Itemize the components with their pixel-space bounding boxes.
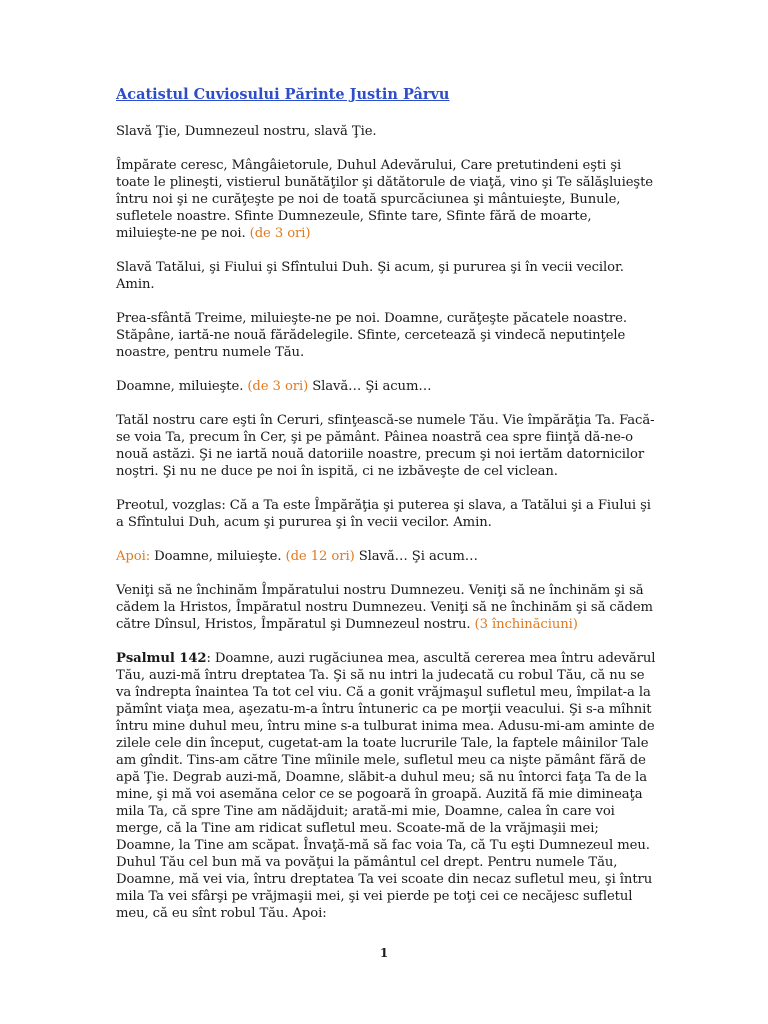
paragraph-5-note: (de 3 ori) [247, 379, 309, 394]
paragraph-8-apoi: Apoi: [116, 549, 151, 564]
paragraph-8-text-b: Slavă… Şi acum… [354, 549, 478, 564]
paragraph-5 [116, 378, 656, 395]
document-title: Acatistul Cuviosului Părinte Justin Pârvu [116, 86, 450, 103]
psalm-label: Psalmul 142 [116, 651, 207, 666]
paragraph-6: Tatăl nostru care eşti în Ceruri, sfinţească-se numele Tău. Vie împărăţia Ta. Facă-se voia Ta, precum în Cer, şi pe pământ. Pâinea noastră cea spre fiinţă dă-ne-o nouă astăzi. Şi ne iartă nouă datoriile noastre, precum şi noi iertăm datornicilor noştri. Şi nu ne duce pe noi în ispită, ci ne izbăveşte de cel viclean. [116, 413, 655, 479]
paragraph-7: Preotul, vozglas: Că a Ta este Împărăţia şi puterea şi slava, a Tatălui şi a Fiului şi a Sfîntului Duh, acum şi pururea şi în vecii vecilor. Amin. [116, 498, 651, 530]
paragraph-2-text: Împărate ceresc, Mângâietorule, Duhul Adevărului, Care pretutindeni eşti şi toate le plineşti, vistierul bunătăţilor şi dătătorule de viaţă, vino şi Te sălăşluieşte întru noi şi ne curăţeşte pe noi de toată spurcăciunea şi mântuieşte, Bunule, sufletele noastre. Sfinte Dumnezeule, Sfinte tare, Sfinte fără de moarte, miluieşte-ne pe noi. [116, 158, 653, 241]
page-number: 1 [379, 946, 389, 960]
paragraph-5-text-b: Slavă… Şi acum… [308, 379, 432, 394]
paragraph-8-text-a: Doamne, miluieşte. [150, 549, 286, 564]
paragraph-8 [116, 548, 656, 565]
paragraph-2-note: (de 3 ori) [249, 226, 311, 241]
paragraph-2 [116, 157, 656, 242]
paragraph-4: Prea-sfântă Treime, miluieşte-ne pe noi. Doamne, curăţeşte păcatele noastre. Stăpâne, iartă-ne nouă fărădelegile. Sfinte, cercetează şi vindecă neputinţele noastre, pentru numele Tău. [116, 311, 627, 360]
paragraph-10 [116, 650, 656, 922]
paragraph-9 [116, 582, 656, 633]
paragraph-9-text: Veniţi să ne închinăm Împăratului nostru Dumnezeu. Veniţi să ne închinăm şi să cădem la Hristos, Împăratul nostru Dumnezeu. Veniţi să ne închinăm şi să cădem către Dînsul, Hristos, Împăratul şi Dumnezeul nostru. [116, 583, 653, 632]
paragraph-5-text-a: Doamne, miluieşte. [116, 379, 248, 394]
paragraph-1: Slavă Ţie, Dumnezeul nostru, slavă Ţie. [116, 124, 377, 139]
paragraph-8-note: (de 12 ori) [285, 549, 355, 564]
paragraph-3: Slavă Tatălui, şi Fiului şi Sfîntului Duh. Şi acum, şi pururea şi în vecii vecilor. Amin. [116, 260, 624, 292]
psalm-text: : Doamne, auzi rugăciunea mea, ascultă cererea mea întru adevărul Tău, auzi-mă întru dreptatea Ta. Şi să nu intri la judecată cu robul Tău, că nu se va îndrepta înaintea Ta tot cel viu. Că a gonit vrăjmaşul sufletul meu, împilat-a la pămînt viaţa mea, aşezatu-m-a întru întuneric ca pe morţii veacului. Şi s-a mîhnit întru mine duhul meu, întru mine s-a tulburat inima mea. Adusu-mi-am aminte de zilele cele din început, cugetat-am la toate lucrurile Tale, la faptele mâinilor Tale am gîndit. Tins-am către Tine mîinile mele, sufletul meu ca nişte pământ fără de apă Ţie. Degrab auzi-mă, Doamne, slăbit-a duhul meu; să nu întorci faţa Ta de la mine, şi mă voi asemăna celor ce se pogoară în groapă. Auzită fă mie dimineaţa mila Ta, că spre Tine am nădăjduit; arată-mi mie, Doamne, calea în care voi merge, că la Tine am ridicat sufletul meu. Scoate-mă de la vrăjmaşii mei; Doamne, la Tine am scăpat. Învaţă-mă să fac voia Ta, că Tu eşti Dumnezeul meu. Duhul Tău cel bun mă va povăţui la pământul cel drept. Pentru numele Tău, Doamne, mă vei via, întru dreptatea Ta vei scoate din necaz sufletul meu, şi întru mila Ta vei sfârşi pe vrăjmaşii mei, şi vei pierde pe toţi cei ce necăjesc sufletul meu, că eu sînt robul Tău. Apoi: [116, 651, 656, 921]
paragraph-9-note: (3 închinăciuni) [474, 617, 578, 632]
